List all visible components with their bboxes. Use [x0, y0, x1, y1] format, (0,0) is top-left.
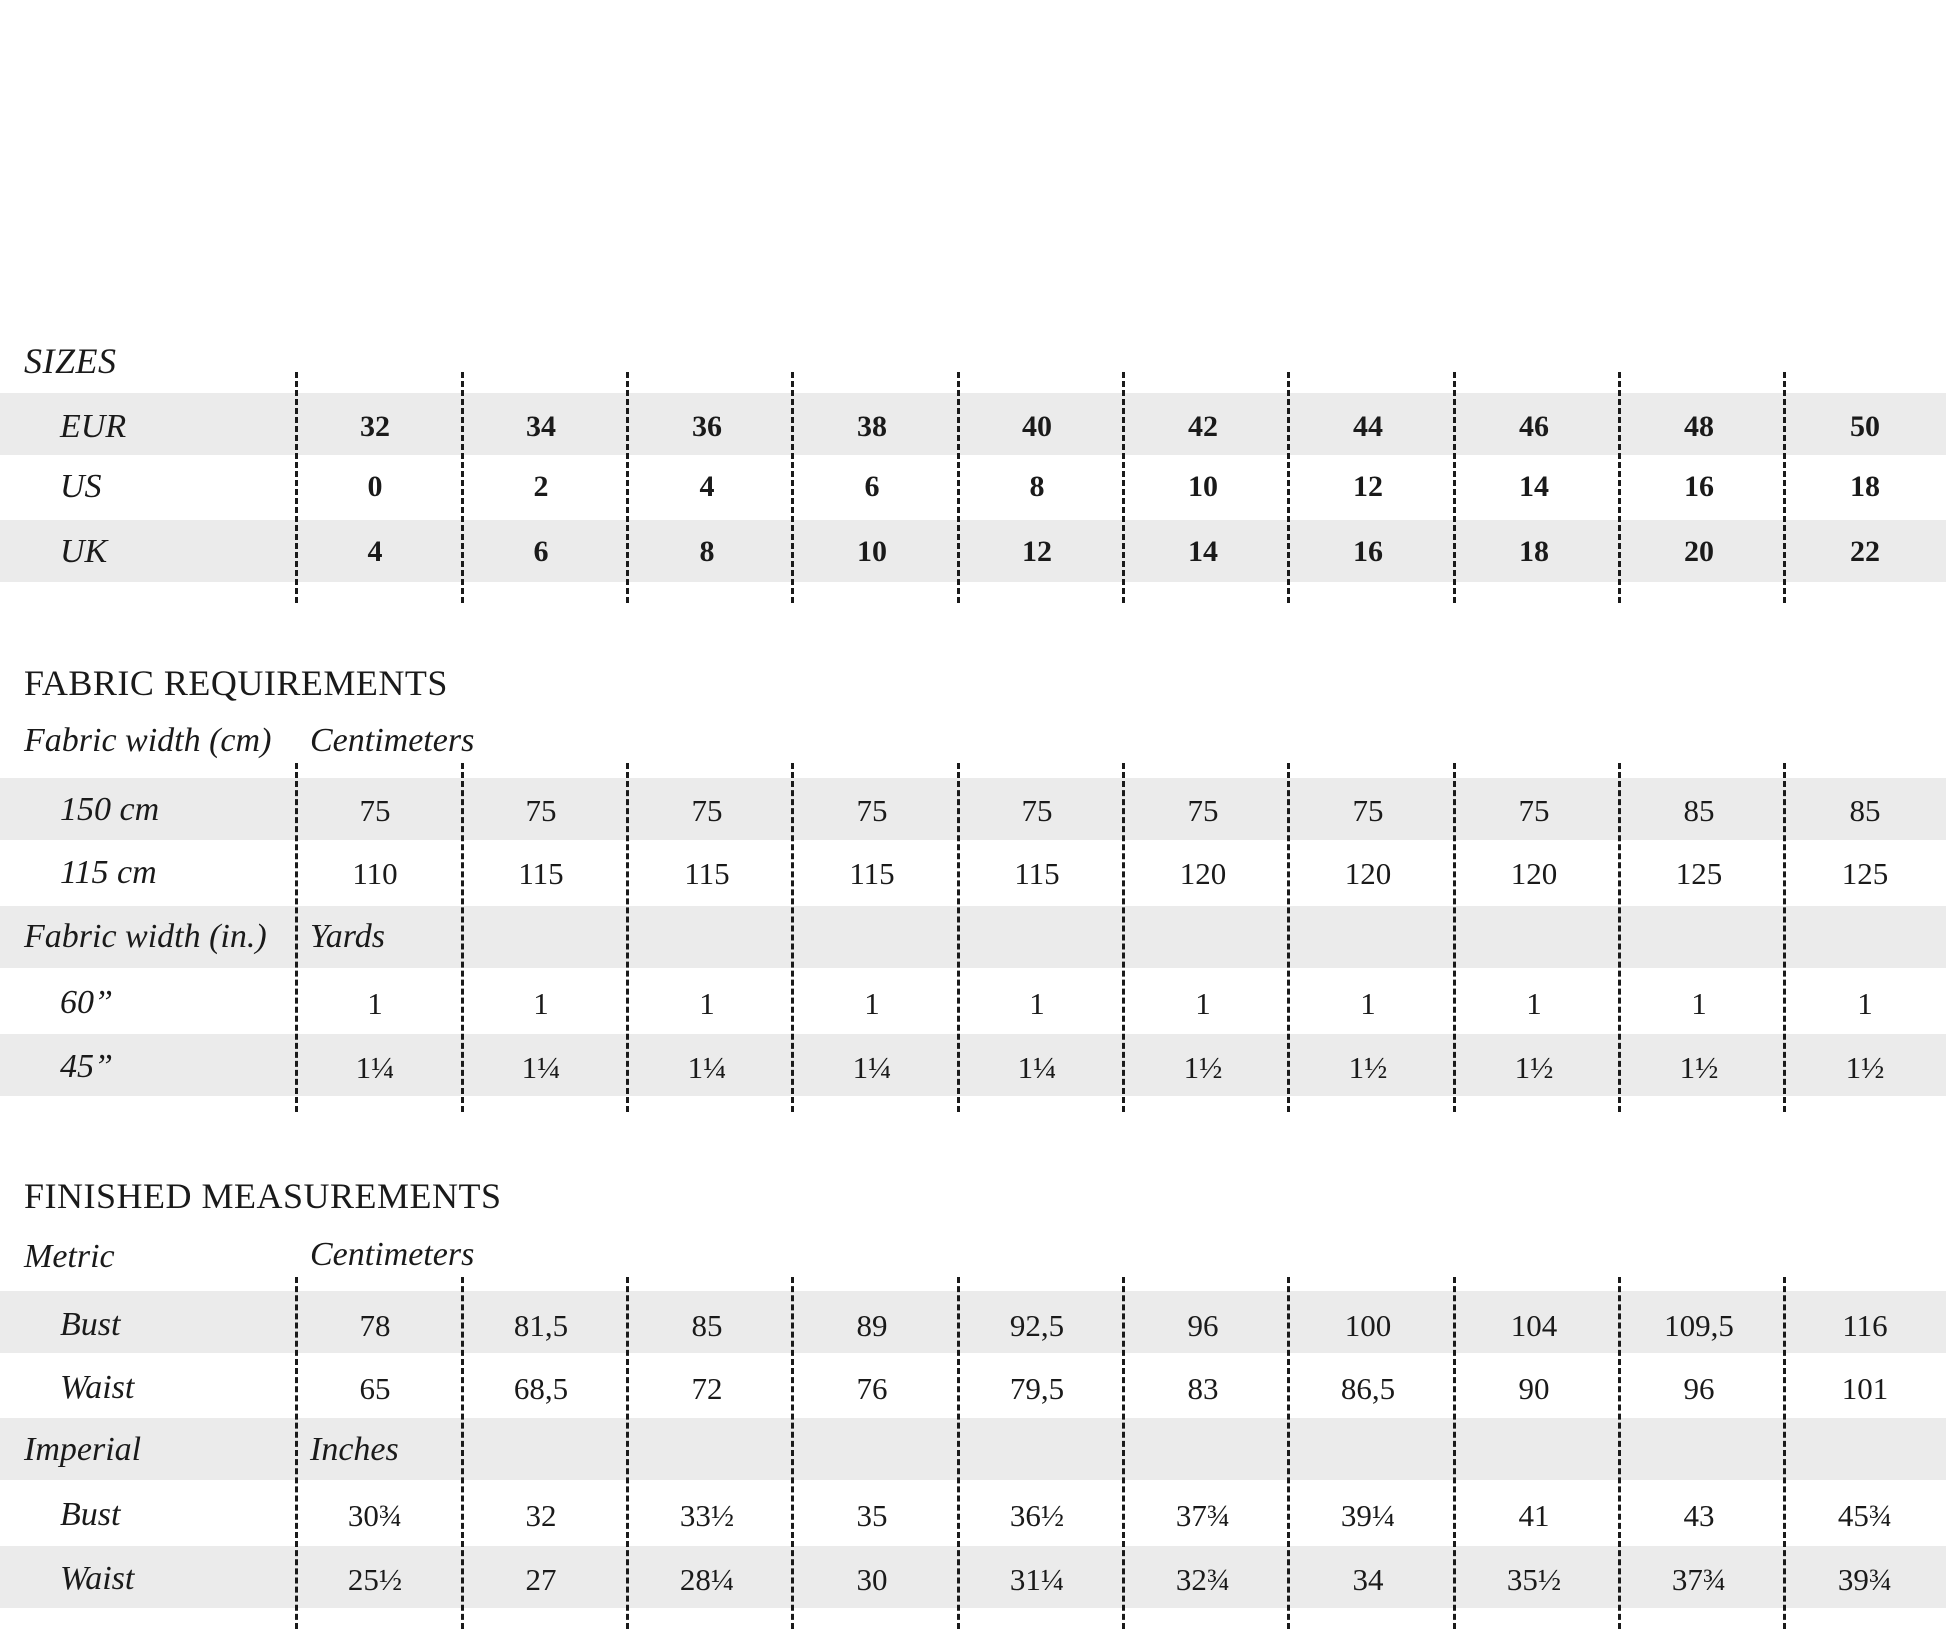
- fabric-imperial-cell: 1½: [1845, 1050, 1885, 1085]
- fabric-metric-cell: 75: [856, 793, 888, 828]
- fabric-metric-label: Fabric width (cm): [24, 722, 272, 759]
- finished-measurements-title: FINISHED MEASUREMENTS: [24, 1176, 502, 1216]
- finished-separator-2: [461, 1277, 464, 1629]
- sizes-separator-4: [791, 372, 794, 603]
- finished-imperial-cell: 39¼: [1340, 1498, 1396, 1533]
- sizes-eur-cell: 32: [360, 410, 390, 443]
- fabric-imperial-row-label: 45”: [60, 1048, 113, 1085]
- sizes-eur-cell: 34: [526, 410, 556, 443]
- fabric-separator-10: [1783, 763, 1786, 1112]
- finished-imperial-cell: 35½: [1506, 1562, 1562, 1597]
- finished-metric-cell: 89: [856, 1308, 888, 1343]
- fabric-imperial-cell: 1¼: [1017, 1050, 1057, 1085]
- sizes-separator-7: [1287, 372, 1290, 603]
- finished-metric-cell: 92,5: [1009, 1308, 1065, 1343]
- fabric-imperial-cell: 1: [1526, 986, 1542, 1021]
- sizes-eur-cell: 50: [1850, 410, 1880, 443]
- finished-imperial-cell: 37¾: [1671, 1562, 1727, 1597]
- finished-metric-cell: 81,5: [513, 1308, 569, 1343]
- finished-imperial-cell: 37¾: [1175, 1498, 1231, 1533]
- fabric-separator-9: [1618, 763, 1621, 1112]
- fabric-requirements-title: FABRIC REQUIREMENTS: [24, 663, 448, 703]
- finished-imperial-row-label: Waist: [60, 1560, 135, 1597]
- fabric-imperial-cell: 1½: [1679, 1050, 1719, 1085]
- finished-metric-cell: 76: [856, 1371, 888, 1406]
- finished-imperial-cell: 33½: [679, 1498, 735, 1533]
- sizes-us-cell: 4: [699, 470, 715, 503]
- sizes-uk-cell: 16: [1353, 535, 1383, 568]
- sizes-uk-row-label: UK: [60, 533, 108, 570]
- fabric-metric-cell: 120: [1344, 856, 1392, 891]
- fabric-metric-cell: 75: [1021, 793, 1053, 828]
- fabric-metric-cell: 125: [1675, 856, 1723, 891]
- sizes-uk-cell: 10: [857, 535, 887, 568]
- finished-metric-cell: 79,5: [1009, 1371, 1065, 1406]
- fabric-imperial-cell: 1¼: [852, 1050, 892, 1085]
- finished-metric-cell: 85: [691, 1308, 723, 1343]
- fabric-imperial-cell: 1½: [1348, 1050, 1388, 1085]
- fabric-imperial-cell: 1½: [1183, 1050, 1223, 1085]
- finished-metric-cell: 83: [1187, 1371, 1219, 1406]
- sizes-us-cell: 14: [1519, 470, 1549, 503]
- sizes-us-cell: 0: [367, 470, 383, 503]
- fabric-separator-1: [295, 763, 298, 1112]
- sizes-us-cell: 2: [533, 470, 549, 503]
- fabric-separator-7: [1287, 763, 1290, 1112]
- finished-imperial-cell: 39¾: [1837, 1562, 1893, 1597]
- fabric-imperial-cell: 1: [1029, 986, 1045, 1021]
- fabric-separator-2: [461, 763, 464, 1112]
- finished-imperial-cell: 41: [1518, 1498, 1550, 1533]
- sizes-separator-9: [1618, 372, 1621, 603]
- fabric-imperial-cell: 1: [1857, 986, 1873, 1021]
- finished-imperial-unit: Inches: [310, 1431, 399, 1468]
- sizes-separator-6: [1122, 372, 1125, 603]
- sizes-uk-cell: 20: [1684, 535, 1714, 568]
- sizes-uk-cell: 4: [367, 535, 383, 568]
- finished-separator-4: [791, 1277, 794, 1629]
- fabric-imperial-cell: 1: [367, 986, 383, 1021]
- fabric-metric-cell: 120: [1510, 856, 1558, 891]
- fabric-metric-cell: 120: [1179, 856, 1227, 891]
- fabric-metric-cell: 75: [691, 793, 723, 828]
- fabric-metric-row-label: 150 cm: [60, 791, 160, 828]
- finished-metric-cell: 96: [1683, 1371, 1715, 1406]
- fabric-metric-cell: 125: [1841, 856, 1889, 891]
- sizes-uk-cell: 8: [699, 535, 715, 568]
- finished-imperial-cell: 34: [1352, 1562, 1384, 1597]
- fabric-imperial-cell: 1: [1195, 986, 1211, 1021]
- finished-imperial-cell: 25½: [347, 1562, 403, 1597]
- finished-metric-cell: 116: [1842, 1308, 1888, 1343]
- sizes-eur-cell: 38: [857, 410, 887, 443]
- finished-metric-cell: 109,5: [1664, 1308, 1734, 1343]
- fabric-metric-cell: 75: [1352, 793, 1384, 828]
- finished-metric-cell: 100: [1344, 1308, 1392, 1343]
- fabric-band-imperial: [0, 906, 1946, 968]
- finished-metric-cell: 65: [359, 1371, 391, 1406]
- finished-metric-cell: 90: [1518, 1371, 1550, 1406]
- fabric-metric-cell: 115: [849, 856, 895, 891]
- sizes-separator-5: [957, 372, 960, 603]
- sizes-separator-1: [295, 372, 298, 603]
- fabric-metric-cell: 75: [525, 793, 557, 828]
- fabric-metric-cell: 75: [1518, 793, 1550, 828]
- fabric-metric-unit: Centimeters: [310, 722, 475, 759]
- fabric-separator-6: [1122, 763, 1125, 1112]
- finished-metric-row-label: Waist: [60, 1369, 135, 1406]
- finished-imperial-cell: 35: [856, 1498, 888, 1533]
- fabric-imperial-cell: 1: [1360, 986, 1376, 1021]
- finished-separator-5: [957, 1277, 960, 1629]
- sizes-us-cell: 18: [1850, 470, 1880, 503]
- sizes-eur-cell: 46: [1519, 410, 1549, 443]
- fabric-imperial-cell: 1¼: [355, 1050, 395, 1085]
- sizes-eur-cell: 44: [1353, 410, 1383, 443]
- sizes-uk-cell: 12: [1022, 535, 1052, 568]
- fabric-imperial-label: Fabric width (in.): [24, 918, 267, 955]
- fabric-metric-cell: 75: [1187, 793, 1219, 828]
- fabric-metric-cell: 85: [1683, 793, 1715, 828]
- fabric-imperial-cell: 1: [1691, 986, 1707, 1021]
- finished-imperial-cell: 32¾: [1175, 1562, 1231, 1597]
- sizes-separator-3: [626, 372, 629, 603]
- finished-metric-cell: 101: [1841, 1371, 1889, 1406]
- finished-imperial-cell: 28¼: [679, 1562, 735, 1597]
- finished-metric-unit: Centimeters: [310, 1236, 475, 1273]
- fabric-metric-cell: 110: [352, 856, 398, 891]
- fabric-imperial-cell: 1½: [1514, 1050, 1554, 1085]
- finished-metric-cell: 104: [1510, 1308, 1558, 1343]
- finished-separator-1: [295, 1277, 298, 1629]
- sizes-us-cell: 16: [1684, 470, 1714, 503]
- sizes-uk-cell: 18: [1519, 535, 1549, 568]
- finished-separator-7: [1287, 1277, 1290, 1629]
- fabric-imperial-cell: 1: [533, 986, 549, 1021]
- finished-metric-cell: 78: [359, 1308, 391, 1343]
- fabric-metric-cell: 115: [1014, 856, 1060, 891]
- fabric-metric-cell: 75: [359, 793, 391, 828]
- finished-separator-8: [1453, 1277, 1456, 1629]
- finished-metric-cell: 96: [1187, 1308, 1219, 1343]
- sizes-us-cell: 10: [1188, 470, 1218, 503]
- fabric-separator-8: [1453, 763, 1456, 1112]
- finished-metric-label: Metric: [24, 1238, 115, 1275]
- fabric-imperial-cell: 1: [699, 986, 715, 1021]
- fabric-imperial-unit: Yards: [310, 918, 385, 955]
- finished-imperial-cell: 32: [525, 1498, 557, 1533]
- finished-imperial-cell: 45¾: [1837, 1498, 1893, 1533]
- sizes-us-cell: 6: [864, 470, 880, 503]
- sizes-uk-cell: 6: [533, 535, 549, 568]
- fabric-metric-cell: 85: [1849, 793, 1881, 828]
- finished-band-imperial: [0, 1418, 1946, 1480]
- sizes-separator-10: [1783, 372, 1786, 603]
- sizes-title: SIZES: [24, 341, 117, 381]
- fabric-imperial-cell: 1: [864, 986, 880, 1021]
- fabric-metric-cell: 115: [684, 856, 730, 891]
- finished-metric-cell: 72: [691, 1371, 723, 1406]
- finished-imperial-cell: 36½: [1009, 1498, 1065, 1533]
- finished-imperial-cell: 43: [1683, 1498, 1715, 1533]
- sizes-eur-cell: 42: [1188, 410, 1218, 443]
- fabric-separator-5: [957, 763, 960, 1112]
- finished-metric-cell: 86,5: [1340, 1371, 1396, 1406]
- finished-imperial-label: Imperial: [24, 1431, 142, 1468]
- finished-separator-6: [1122, 1277, 1125, 1629]
- sizes-eur-cell: 48: [1684, 410, 1714, 443]
- sizes-separator-2: [461, 372, 464, 603]
- finished-separator-10: [1783, 1277, 1786, 1629]
- finished-imperial-cell: 27: [525, 1562, 557, 1597]
- finished-imperial-cell: 30¾: [347, 1498, 403, 1533]
- sizes-us-cell: 8: [1029, 470, 1045, 503]
- finished-imperial-cell: 30: [856, 1562, 888, 1597]
- finished-imperial-row-label: Bust: [60, 1496, 121, 1533]
- sizes-eur-row-label: EUR: [60, 408, 127, 445]
- finished-metric-row-label: Bust: [60, 1306, 121, 1343]
- fabric-separator-3: [626, 763, 629, 1112]
- sizes-uk-cell: 14: [1188, 535, 1218, 568]
- fabric-imperial-cell: 1¼: [687, 1050, 727, 1085]
- fabric-metric-row-label: 115 cm: [60, 854, 157, 891]
- fabric-metric-cell: 115: [518, 856, 564, 891]
- sizes-uk-cell: 22: [1850, 535, 1880, 568]
- fabric-imperial-cell: 1¼: [521, 1050, 561, 1085]
- sizes-eur-cell: 40: [1022, 410, 1052, 443]
- finished-metric-cell: 68,5: [513, 1371, 569, 1406]
- finished-separator-9: [1618, 1277, 1621, 1629]
- sizes-separator-8: [1453, 372, 1456, 603]
- sizes-us-row-label: US: [60, 468, 102, 505]
- finished-imperial-cell: 31¼: [1009, 1562, 1065, 1597]
- finished-separator-3: [626, 1277, 629, 1629]
- sizes-eur-cell: 36: [692, 410, 722, 443]
- fabric-separator-4: [791, 763, 794, 1112]
- fabric-imperial-row-label: 60”: [60, 984, 113, 1021]
- sizes-us-cell: 12: [1353, 470, 1383, 503]
